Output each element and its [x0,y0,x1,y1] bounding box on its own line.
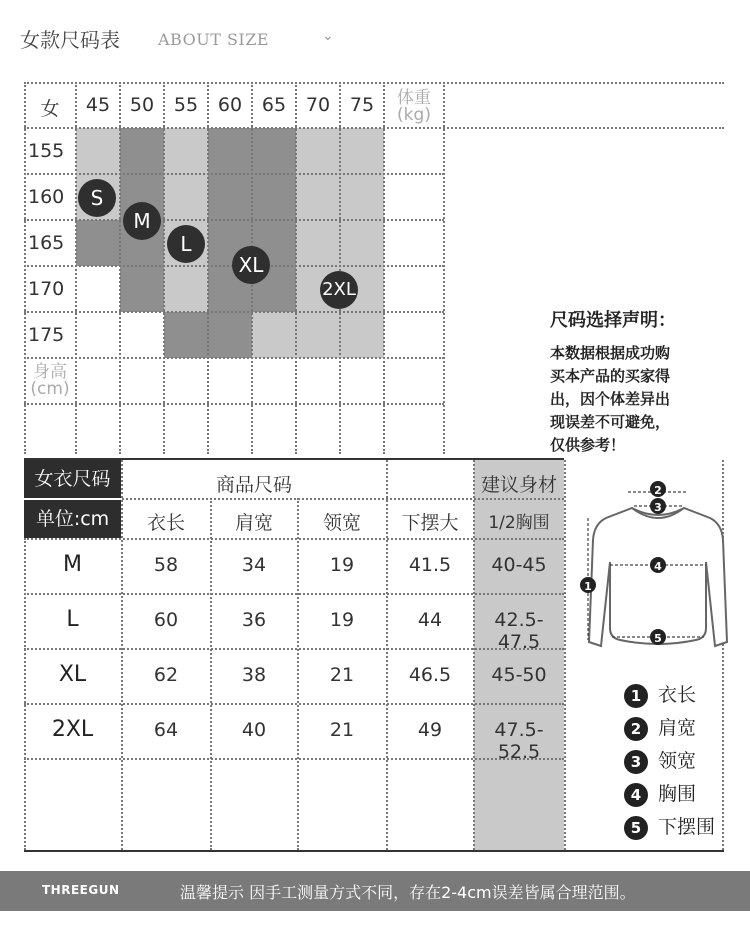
hem-cell: 49 [417,719,443,741]
weight-unit: 体重 (kg) [397,88,431,125]
hem-cell: 41.5 [408,554,452,576]
legend-item: 2 肩宽 [624,713,696,741]
legend-item: 5 下摆围 [624,812,715,840]
marker-1 [580,577,596,593]
gender-label: 女 [40,98,60,120]
size-cell: L [66,607,79,632]
marker-2 [650,481,666,497]
collar-cell: 21 [329,664,355,686]
zone-XL-bottom [252,312,296,358]
brand-logo: THREEGUN [42,883,120,897]
weight-header: 75 [349,94,375,116]
hem-cell: 44 [417,609,443,631]
length-cell: 60 [153,609,179,631]
bust-cell: 40-45 [491,554,547,576]
shoulder-cell: 34 [241,554,267,576]
bust-cell: 47.5-52.5 [494,719,544,763]
zone-S-dark [76,220,120,266]
collar-cell: 19 [329,554,355,576]
hem-cell: 46.5 [408,664,452,686]
page-subtitle: ABOUT SIZE [158,30,270,49]
shoulder-cell: 40 [241,719,267,741]
col-header-collar: 领宽 [322,512,361,534]
svg-text:3: 3 [654,501,662,514]
col-header-hem: 下摆大 [401,512,459,534]
page-title: 女款尺码表 [20,28,120,52]
svg-text:4: 4 [654,560,662,573]
marker-4 [650,557,666,573]
legend-item: 4 胸围 [624,779,696,807]
marker-5 [650,629,666,645]
collar-cell: 21 [329,719,355,741]
size-badge-XL: XL [232,246,270,284]
notice-line: 出，因个体差异出 [550,390,671,408]
weight-header: 55 [173,94,199,116]
size-table-label: 女衣尺码 [24,460,121,498]
height-label: 155 [28,140,65,162]
size-badge-L: L [167,225,205,263]
length-cell: 62 [153,664,179,686]
height-label: 170 [28,278,65,300]
length-cell: 64 [153,719,179,741]
col-header-bust: 1/2胸围 [488,513,550,533]
svg-text:2: 2 [654,484,662,497]
notice-line: 本数据根据成功购 [550,344,671,362]
notice-line: 买本产品的买家得 [550,367,671,385]
height-unit: 身高 (cm) [30,362,70,399]
garment-diagram [570,470,730,660]
bust-cell: 45-50 [491,664,547,686]
footer-note: 温馨提示 因手工测量方式不同，存在2-4cm误差皆属合理范围。 [180,883,636,902]
shoulder-cell: 36 [241,609,267,631]
weight-header: 70 [305,94,331,116]
col-header-shoulder: 肩宽 [234,512,273,534]
length-cell: 58 [153,554,179,576]
size-badge-M: M [123,202,161,240]
size-cell: XL [58,662,87,687]
weight-header: 45 [85,94,111,116]
svg-text:5: 5 [654,632,662,645]
height-label: 160 [28,186,65,208]
size-badge-2XL: 2XL [320,271,358,309]
col-header-length: 衣长 [146,512,185,534]
recommend-header: 建议身材 [480,474,557,496]
unit-label: 单位:cm [24,500,121,538]
size-badge-S: S [78,179,116,217]
shoulder-cell: 38 [241,664,267,686]
collar-cell: 19 [329,609,355,631]
svg-text:1: 1 [584,580,592,593]
notice-line: 现误差不可避免， [550,413,671,431]
chevron-down-icon: ⌄ [322,28,334,44]
notice-heading: 尺码选择声明： [550,310,676,331]
height-label: 175 [28,324,65,346]
marker-3 [650,498,666,514]
weight-header: 60 [217,94,243,116]
product-size-header: 商品尺码 [215,474,292,496]
size-cell: M [63,552,82,577]
size-cell: 2XL [51,717,94,742]
weight-header: 50 [129,94,155,116]
legend-item: 1 衣长 [624,680,696,708]
bust-cell: 42.5-47.5 [494,609,544,653]
height-label: 165 [28,232,65,254]
notice-line: 仅供参考！ [550,436,626,454]
legend-item: 3 领宽 [624,746,696,774]
weight-header: 65 [261,94,287,116]
